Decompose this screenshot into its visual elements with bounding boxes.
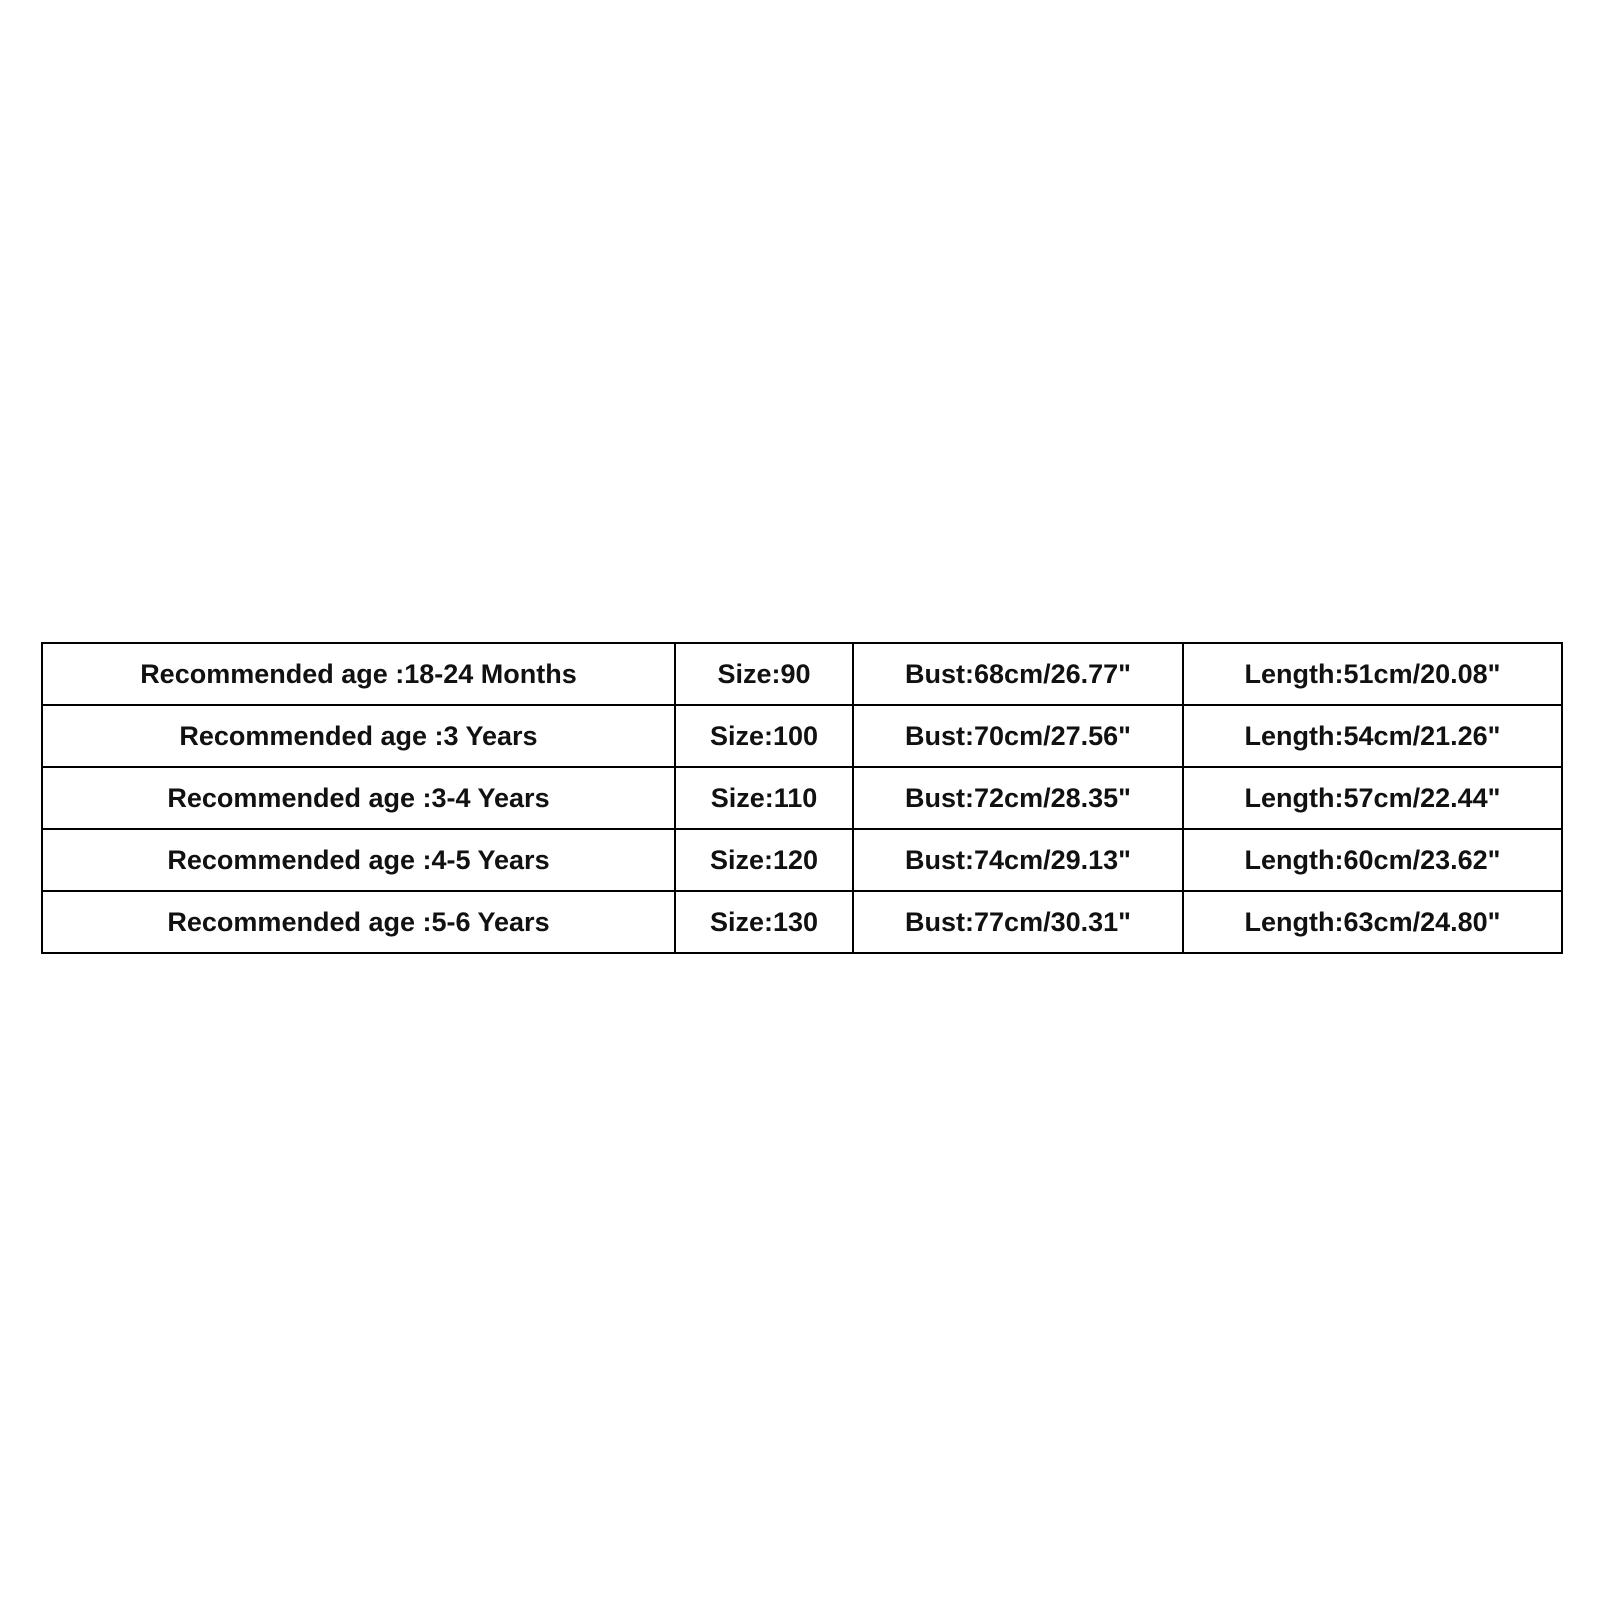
length-cell: Length:51cm/20.08": [1183, 643, 1562, 705]
length-cell: Length:63cm/24.80": [1183, 891, 1562, 953]
bust-cell: Bust:74cm/29.13": [853, 829, 1183, 891]
age-cell: Recommended age :5-6 Years: [42, 891, 675, 953]
bust-cell: Bust:72cm/28.35": [853, 767, 1183, 829]
size-chart-table: [41, 642, 1563, 954]
size-cell: Size:120: [675, 829, 853, 891]
age-cell: Recommended age :4-5 Years: [42, 829, 675, 891]
table-row: [42, 767, 1562, 829]
length-cell: Length:54cm/21.26": [1183, 705, 1562, 767]
age-cell: Recommended age :18-24 Months: [42, 643, 675, 705]
table-row: [42, 643, 1562, 705]
size-cell: Size:100: [675, 705, 853, 767]
bust-cell: Bust:68cm/26.77": [853, 643, 1183, 705]
length-cell: Length:57cm/22.44": [1183, 767, 1562, 829]
size-cell: Size:90: [675, 643, 853, 705]
table-row: [42, 829, 1562, 891]
size-cell: Size:130: [675, 891, 853, 953]
size-cell: Size:110: [675, 767, 853, 829]
length-cell: Length:60cm/23.62": [1183, 829, 1562, 891]
age-cell: Recommended age :3 Years: [42, 705, 675, 767]
bust-cell: Bust:70cm/27.56": [853, 705, 1183, 767]
table-row: [42, 705, 1562, 767]
table-row: [42, 891, 1562, 953]
age-cell: Recommended age :3-4 Years: [42, 767, 675, 829]
bust-cell: Bust:77cm/30.31": [853, 891, 1183, 953]
